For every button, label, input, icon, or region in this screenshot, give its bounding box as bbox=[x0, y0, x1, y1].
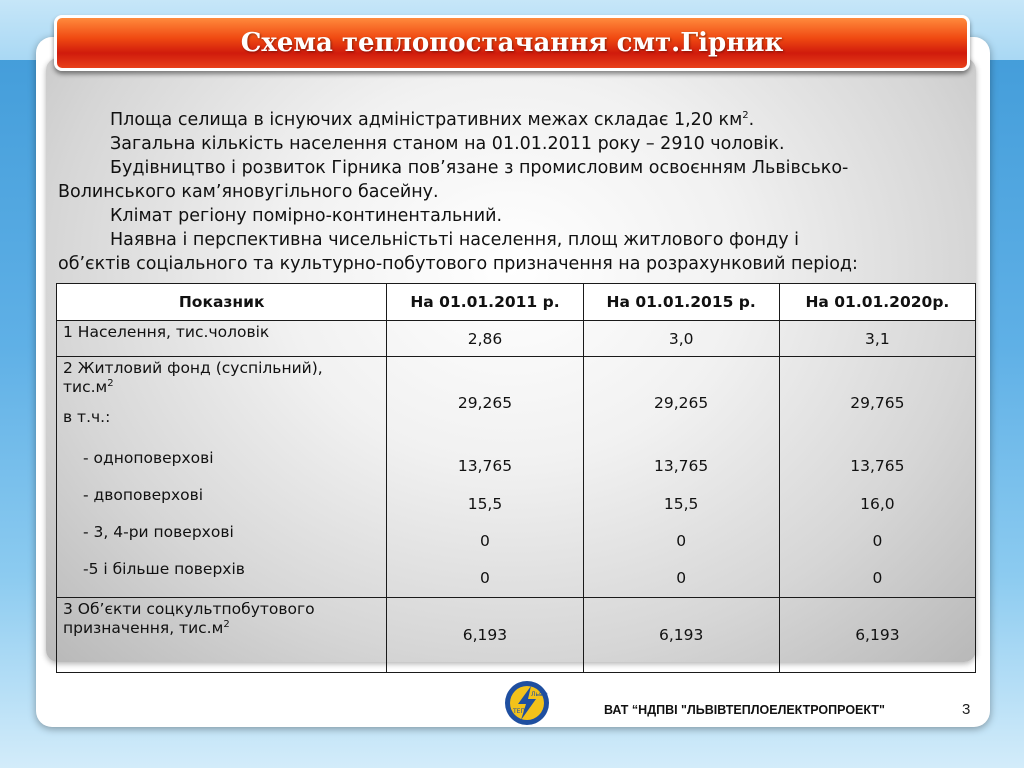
slide-title: Схема теплопостачання смт.Гірник bbox=[240, 28, 784, 58]
title-bar bbox=[54, 15, 970, 71]
text-line-table-intro: Наявна і перспективна чисельністьті населення, площ житлового фонду і bbox=[110, 230, 799, 250]
table-header-row bbox=[57, 284, 976, 321]
row-label-housing: 2 Житловий фонд (суспільний), $тис.м^2$ в т.ч.: - одноповерхові - двоповерхові - 3, 4-ри поверхові -5 і більше поверхів bbox=[57, 357, 387, 598]
table-cell: 6,193 bbox=[583, 598, 779, 673]
table-cell: 29,265 13,765 15,5 0 0 bbox=[387, 357, 583, 598]
company-logo bbox=[504, 680, 550, 726]
table-row bbox=[57, 357, 976, 598]
table-cell: 3,0 bbox=[583, 321, 779, 357]
logo-text-top: Львів bbox=[531, 691, 548, 698]
table-cell: 6,193 bbox=[387, 598, 583, 673]
logo-text-bottom: ТЕП bbox=[513, 708, 525, 715]
table-cell: 29,265 13,765 15,5 0 0 bbox=[583, 357, 779, 598]
description-text bbox=[58, 108, 958, 276]
table-row bbox=[57, 598, 976, 673]
header-indicator: Показник bbox=[57, 284, 387, 321]
header-2020: На 01.01.2020р. bbox=[779, 284, 975, 321]
table-row bbox=[57, 321, 976, 357]
indicators-table bbox=[56, 283, 976, 673]
table-cell: 6,193 bbox=[779, 598, 975, 673]
text-line-area: Площа селища в існуючих адміністративних межах складає 1,20 $км^2$. bbox=[110, 110, 755, 130]
text-line-climate: Клімат регіону помірно-континентальний. bbox=[110, 206, 503, 226]
table-cell: 29,765 13,765 16,0 0 0 bbox=[779, 357, 975, 598]
row-label-population: 1 Населення, тис.чоловік bbox=[57, 321, 387, 357]
page-number: 3 bbox=[962, 701, 971, 718]
text-line-table-intro-cont: об’єктів соціального та культурно-побутового призначення на розрахунковий період: bbox=[58, 254, 858, 274]
text-line-population: Загальна кількість населення станом на 01.01.2011 року – 2910 чоловік. bbox=[110, 134, 785, 154]
header-2011: На 01.01.2011 р. bbox=[387, 284, 583, 321]
row-label-social: 3 Об’єкти соцкультпобутового призначення, $тис.м^2$ bbox=[57, 598, 387, 673]
text-line-development-cont: Волинського кам’яновугільного басейну. bbox=[58, 182, 439, 202]
table-cell: 3,1 bbox=[779, 321, 975, 357]
table-cell: 2,86 bbox=[387, 321, 583, 357]
header-2015: На 01.01.2015 р. bbox=[583, 284, 779, 321]
text-line-development: Будівництво і розвиток Гірника пов’язане з промисловим освоєнням Львівсько- bbox=[110, 158, 849, 178]
company-name: ВАТ “НДПВІ "ЛЬВІВТЕПЛОЕЛЕКТРОПРОЕКТ" bbox=[604, 703, 885, 717]
